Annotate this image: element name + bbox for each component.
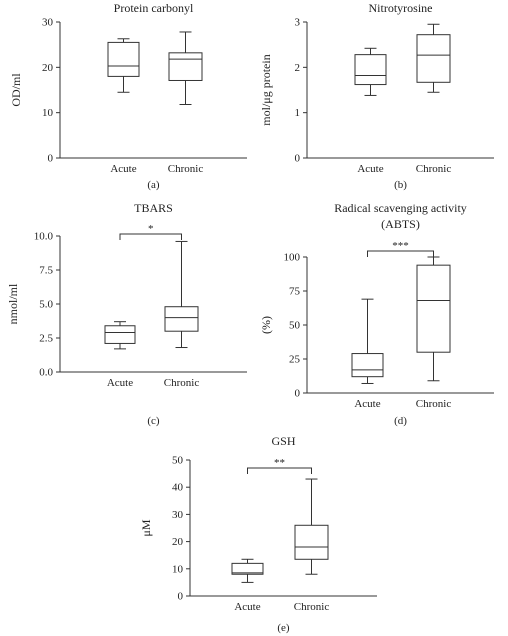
box-iqr — [169, 53, 202, 81]
box-iqr — [165, 307, 198, 331]
y-tick-label: 20 — [172, 536, 183, 549]
y-tick-label: 10 — [172, 563, 183, 576]
chart-title: TBARS — [134, 201, 173, 215]
y-tick-label: 1 — [294, 107, 300, 120]
significance-marker: *** — [392, 240, 409, 252]
x-tick-label: Chronic — [163, 377, 200, 389]
y-tick-label: 10 — [42, 107, 53, 120]
box-iqr — [108, 42, 139, 76]
chart-title: Nitrotyrosine — [368, 1, 433, 15]
y-tick-label: 100 — [283, 251, 300, 264]
panel-label: (d) — [394, 415, 407, 427]
y-tick-label: 75 — [289, 285, 300, 298]
chart-title: Protein carbonyl — [113, 1, 194, 15]
y-tick-label: 0 — [294, 387, 300, 400]
y-tick-label: 0 — [47, 152, 53, 165]
y-tick-label: 50 — [172, 454, 183, 467]
y-axis-label: mol/μg protein — [259, 54, 273, 126]
y-tick-label: 2 — [294, 61, 300, 74]
x-tick-label: Acute — [110, 163, 137, 175]
box-iqr — [295, 525, 328, 559]
panel-label: (c) — [147, 415, 160, 427]
y-tick-label: 0 — [294, 152, 300, 165]
y-tick-label: 30 — [42, 16, 53, 29]
y-axis-label: μM — [139, 519, 153, 537]
x-tick-label: Chronic — [293, 601, 330, 613]
panel-label: (a) — [147, 179, 160, 191]
y-tick-label: 5.0 — [39, 298, 53, 311]
x-tick-label: Chronic — [167, 163, 204, 175]
y-tick-label: 40 — [172, 481, 183, 494]
y-tick-label: 50 — [289, 319, 300, 332]
box-iqr — [417, 265, 450, 352]
y-tick-label: 2.5 — [39, 332, 53, 345]
x-tick-label: Chronic — [415, 163, 452, 175]
y-tick-label: 30 — [172, 508, 183, 521]
y-axis-label: nmol/ml — [6, 283, 20, 325]
y-tick-label: 3 — [294, 16, 300, 29]
significance-marker: ** — [274, 457, 285, 469]
chart-title: Radical scavenging activity — [334, 201, 467, 215]
y-tick-label: 20 — [42, 61, 53, 74]
y-tick-label: 10.0 — [33, 230, 53, 243]
x-tick-label: Acute — [106, 377, 134, 389]
x-tick-label: Chronic — [415, 398, 452, 410]
box-iqr — [352, 354, 383, 377]
significance-marker: * — [148, 223, 154, 235]
chart-title: GSH — [271, 434, 296, 448]
box-iqr — [105, 326, 135, 344]
box-iqr — [417, 35, 450, 83]
y-tick-label: 0.0 — [39, 366, 53, 379]
y-tick-label: 25 — [289, 353, 300, 366]
y-axis-label: (%) — [259, 316, 273, 334]
x-tick-label: Acute — [234, 601, 261, 613]
x-tick-label: Acute — [354, 398, 381, 410]
chart-subtitle: (ABTS) — [381, 217, 420, 231]
box-iqr — [355, 55, 386, 85]
y-tick-label: 0 — [177, 590, 183, 603]
y-tick-label: 7.5 — [39, 264, 53, 277]
panel-label: (e) — [277, 622, 290, 634]
y-axis-label: OD/ml — [9, 73, 23, 107]
panel-label: (b) — [394, 179, 407, 191]
x-tick-label: Acute — [357, 163, 384, 175]
